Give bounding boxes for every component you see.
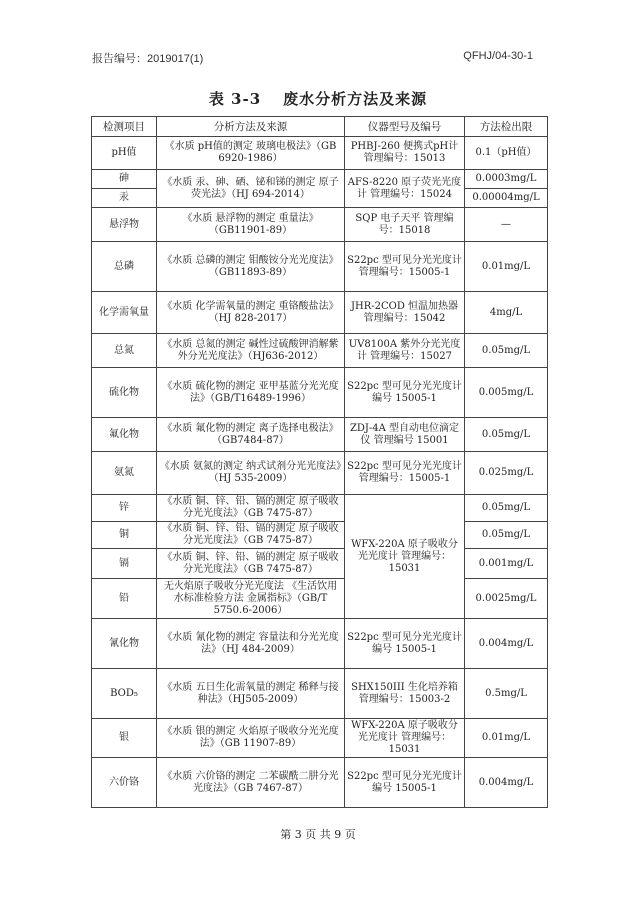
cell-limit: 4mg/L: [465, 292, 548, 334]
cell-item: 砷: [92, 170, 157, 189]
cell-method: 《水质 总磷的测定 钼酸铵分光光度法》（GB11893-89）: [157, 242, 345, 292]
table-row: [92, 579, 548, 619]
cell-limit: 0.05mg/L: [465, 334, 548, 368]
table-row: [92, 669, 548, 719]
table-row: [92, 719, 548, 758]
table-row: [92, 549, 548, 579]
cell-limit: 0.01mg/L: [465, 242, 548, 292]
table-row: [92, 137, 548, 170]
cell-method: 《水质 氟化物的测定 离子选择电极法》（GB7484-87）: [157, 418, 345, 452]
report-number: 报告编号：2019017(1): [92, 53, 204, 65]
cell-item: 悬浮物: [92, 208, 157, 242]
cell-method: 《水质 铜、锌、铅、镉的测定 原子吸收分光光度法》（GB 7475-87）: [157, 495, 345, 522]
analysis-methods-table: [91, 116, 548, 808]
cell-instrument: S22pc 型可见分光光度计 编号 15005-1: [345, 619, 465, 669]
cell-limit: 0.01mg/L: [465, 719, 548, 758]
table-row: [92, 170, 548, 189]
table-row: [92, 452, 548, 495]
cell-instrument: AFS-8220 原子荧光光度计 管理编号：15024: [345, 170, 465, 208]
cell-limit: 0.001mg/L: [465, 549, 548, 579]
cell-method: 《水质 硫化物的测定 亚甲基蓝分光光度法》（GB/T16489-1996）: [157, 368, 345, 418]
table-row: [92, 495, 548, 522]
cell-item: pH值: [92, 137, 157, 170]
cell-limit: 0.0025mg/L: [465, 579, 548, 619]
cell-method: 《水质 铜、锌、铅、镉的测定 原子吸收分光光度法》（GB 7475-87）: [157, 549, 345, 579]
col-header-limit: 方法检出限: [465, 117, 548, 137]
cell-method: 无火焰原子吸收分光光度法 《生活饮用水标准检验方法 金属指标》（GB/T 5750.6-2006）: [157, 579, 345, 619]
cell-limit: 0.05mg/L: [465, 418, 548, 452]
document-code: QFHJ/04-30-1: [463, 50, 533, 62]
cell-instrument: S22pc 型可见分光光度计 编号 15005-1: [345, 368, 465, 418]
cell-instrument: WFX-220A 原子吸收分光光度计 管理编号：15031: [345, 495, 465, 619]
cell-item: 化学需氧量: [92, 292, 157, 334]
cell-method: 《水质 五日生化需氧量的测定 稀释与接种法》（HJ505-2009）: [157, 669, 345, 719]
table-title: [0, 88, 636, 109]
cell-item: BOD₅: [92, 669, 157, 719]
cell-limit: 0.005mg/L: [465, 368, 548, 418]
cell-method: 《水质 银的测定 火焰原子吸收分光光度法》（GB 11907-89）: [157, 719, 345, 758]
cell-item: 铅: [92, 579, 157, 619]
cell-limit: 0.05mg/L: [465, 495, 548, 522]
cell-instrument: S22pc 型可见分光光度计 编号 15005-1: [345, 758, 465, 808]
cell-instrument: SHX150III 生化培养箱 管理编号：15003-2: [345, 669, 465, 719]
cell-method: 《水质 化学需氧量的测定 重铬酸盐法》（HJ 828-2017）: [157, 292, 345, 334]
cell-limit: 0.004mg/L: [465, 619, 548, 669]
table-row: [92, 758, 548, 808]
col-header-instrument: 仪器型号及编号: [345, 117, 465, 137]
cell-item: 总磷: [92, 242, 157, 292]
cell-item: 总氮: [92, 334, 157, 368]
table-row: [92, 418, 548, 452]
page-number: 第 3 页 共 9 页: [280, 828, 356, 841]
cell-item: 六价铬: [92, 758, 157, 808]
cell-instrument: S22pc 型可见分光光度计 管理编号：15005-1: [345, 242, 465, 292]
cell-method: 《水质 悬浮物的测定 重量法》（GB11901-89）: [157, 208, 345, 242]
cell-limit: —: [465, 208, 548, 242]
cell-instrument: JHR-2COD 恒温加热器 管理编号：15042: [345, 292, 465, 334]
cell-limit: 0.025mg/L: [465, 452, 548, 495]
table-row: [92, 292, 548, 334]
cell-instrument: SQP 电子天平 管理编号：15018: [345, 208, 465, 242]
cell-method: 《水质 氰化物的测定 容量法和分光光度法》（HJ 484-2009）: [157, 619, 345, 669]
cell-instrument: UV8100A 紫外分光光度计 管理编号：15027: [345, 334, 465, 368]
table-number: 表 3-3: [208, 90, 262, 108]
cell-method: 《水质 总氮的测定 碱性过硫酸钾消解紫外分光光度法》（HJ636-2012）: [157, 334, 345, 368]
cell-instrument: PHBJ-260 便携式pH计 管理编号：15013: [345, 137, 465, 170]
table-caption: 废水分析方法及来源: [283, 90, 428, 108]
cell-instrument: ZDJ-4A 型自动电位滴定仪 管理编号 15001: [345, 418, 465, 452]
cell-item: 汞: [92, 189, 157, 208]
table-row: [92, 368, 548, 418]
table-header-row: [92, 117, 548, 137]
cell-method: 《水质 pH值的测定 玻璃电极法》（GB 6920-1986）: [157, 137, 345, 170]
col-header-item: 检测项目: [92, 117, 157, 137]
cell-method: 《水质 汞、砷、硒、铋和锑的测定 原子荧光法》（HJ 694-2014）: [157, 170, 345, 208]
cell-instrument: S22pc 型可见分光光度计 管理编号：15005-1: [345, 452, 465, 495]
cell-method: 《水质 氨氮的测定 纳式试剂分光光度法》（HJ 535-2009）: [157, 452, 345, 495]
cell-item: 镉: [92, 549, 157, 579]
cell-item: 氰化物: [92, 619, 157, 669]
table-row: [92, 334, 548, 368]
cell-method: 《水质 六价铬的测定 二苯碳酰二肼分光光度法》（GB 7467-87）: [157, 758, 345, 808]
cell-item: 锌: [92, 495, 157, 522]
cell-limit: 0.5mg/L: [465, 669, 548, 719]
cell-item: 银: [92, 719, 157, 758]
cell-item: 铜: [92, 522, 157, 549]
table-row: [92, 619, 548, 669]
cell-method: 《水质 铜、锌、铅、镉的测定 原子吸收分光光度法》（GB 7475-87）: [157, 522, 345, 549]
cell-limit: 0.05mg/L: [465, 522, 548, 549]
cell-item: 氨氮: [92, 452, 157, 495]
cell-item: 硫化物: [92, 368, 157, 418]
table-row: [92, 522, 548, 549]
table-row: [92, 242, 548, 292]
cell-limit: 0.004mg/L: [465, 758, 548, 808]
cell-instrument: WFX-220A 原子吸收分光光度计 管理编号：15031: [345, 719, 465, 758]
table-row: [92, 208, 548, 242]
cell-limit: 0.00004mg/L: [465, 189, 548, 208]
cell-item: 氟化物: [92, 418, 157, 452]
cell-limit: 0.0003mg/L: [465, 170, 548, 189]
cell-limit: 0.1（pH值）: [465, 137, 548, 170]
col-header-method: 分析方法及来源: [157, 117, 345, 137]
